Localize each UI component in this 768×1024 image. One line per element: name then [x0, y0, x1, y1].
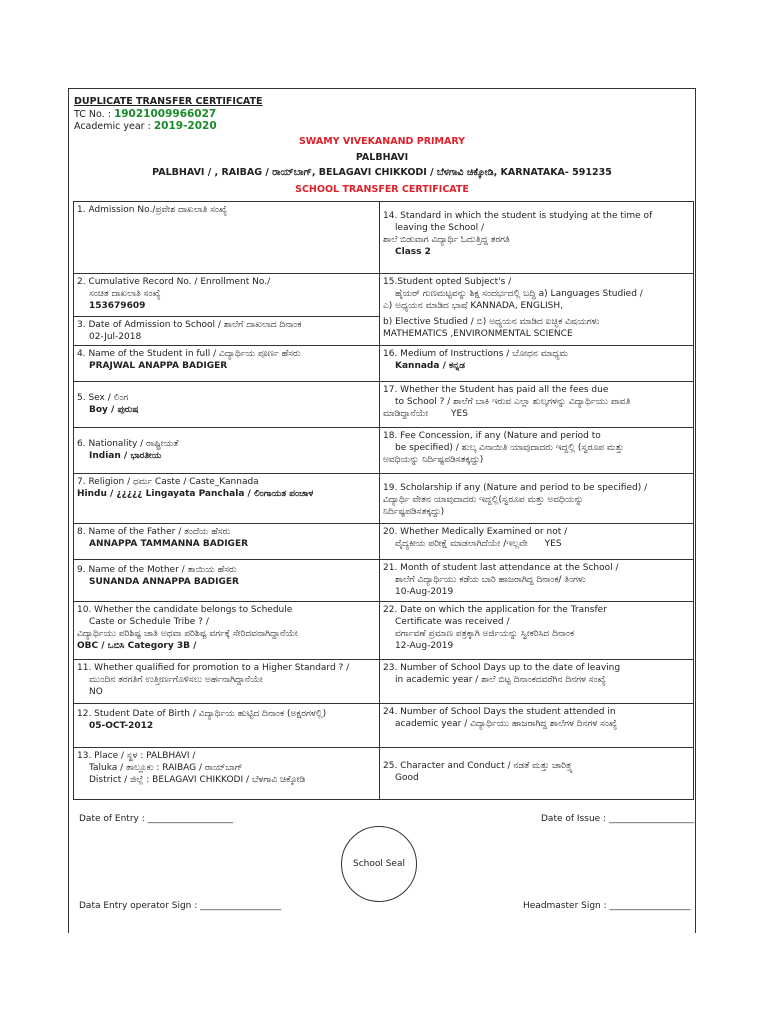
- field-standard: 14. Standard in which the student is studying at the time of leaving the School / ಶಾಲೆ ಬಿಡುವಾಗ ವಿದ್ಯಾರ್ಥಿ ಓದುತ್ತಿದ್ದ ತರಗತಿ Class 2: [380, 202, 694, 274]
- field-promotion: 11. Whether qualified for promotion to a Higher Standard ? / ಮುಂದಿನ ತರಗತಿಗೆ ಉತ್ತೀರ್ಣಗೊಳಿಸಲು ಅರ್ಹನಾಗಿದ್ದಾನೆಯೇ NO: [74, 660, 380, 704]
- caste-category-value: OBC / ಒಬಿಸಿ Category 3B /: [77, 641, 197, 651]
- school-address: PALBHAVI / , RAIBAG / ರಾಯ್‌ಬಾಗ್, BELAGAVI CHIKKODI / ಬೆಳಗಾವಿ ಚಿಕ್ಕೋಡಿ, KARNATAKA- 591235: [152, 167, 612, 178]
- field-fees-paid: 17. Whether the Student has paid all the fees due to School ? / ಶಾಲೆಗೆ ಬಾಕಿ ಇರುವ ಎಲ್ಲಾ ಶುಲ್ಕಗಳನ್ನು ವಿದ್ಯಾರ್ಥಿಯು ಪಾವತಿ ಮಾಡಿದ್ದಾನೆಯೇ YES: [380, 382, 694, 428]
- date-of-entry: Date of Entry : ___________________: [79, 814, 234, 824]
- fees-paid-value: YES: [451, 409, 468, 419]
- medium-value: Kannada / ಕನ್ನಡ: [395, 361, 466, 371]
- field-father-name: 8. Name of the Father / ತಂದೆಯ ಹೆಸರು ANNAPPA TAMMANNA BADIGER: [74, 524, 380, 560]
- field-student-name: 4. Name of the Student in full / ವಿದ್ಯಾರ್ಥಿಯ ಪೂರ್ಣ ಹೆಸರು PRAJWAL ANAPPA BADIGER: [74, 346, 380, 382]
- last-attendance-value: 10-Aug-2019: [395, 587, 454, 597]
- fields-2-3: [74, 274, 380, 346]
- field-date-of-birth: 12. Student Date of Birth / ವಿದ್ಯಾರ್ಥಿಯ ಹುಟ್ಟಿದ ದಿನಾಂಕ (ಅಕ್ಷರಗಳಲ್ಲಿ) 05-OCT-2012: [74, 704, 380, 748]
- elective-value: MATHEMATICS ,ENVIRONMENTAL SCIENCE: [383, 329, 573, 339]
- field-admission-date: 3. Date of Admission to School / ಶಾಲೆಗೆ ದಾಖಲಾದ ದಿನಾಂಕ 02-Jul-2018: [74, 317, 379, 345]
- field-days-attended: 24. Number of School Days the student attended in academic year / ವಿದ್ಯಾರ್ಥಿಯು ಹಾಜರಾಗಿದ್ದ ಶಾಲೆಗಳ ದಿನಗಳ ಸಂಖ್ಯೆ: [380, 704, 694, 748]
- nationality-value: Indian / ಭಾರತೀಯ: [89, 451, 162, 461]
- tc-label: TC No. :: [74, 109, 111, 120]
- headmaster-sign: Headmaster Sign : __________________: [523, 901, 691, 911]
- field-religion: 7. Religion / ಧರ್ಮ Caste / Caste_Kannada Hindu / ¿¿¿¿¿ Lingayata Panchala / ಲಿಂಗಾಯತ ಪಂಚಾಳ: [74, 474, 380, 524]
- field-caste-category: 10. Whether the candidate belongs to Schedule Caste or Schedule Tribe ? / ವಿದ್ಯಾರ್ಥಿಯು ಪರಿಶಿಷ್ಟ ಜಾತಿ ಅಥವಾ ಪರಿಶಿಷ್ಟ ವರ್ಗಕ್ಕೆ ಸೇರಿದವನಾಗಿದ್ದಾನೆಯೇ OBC / ಒಬಿಸಿ Category 3B /: [74, 602, 380, 660]
- promotion-value: NO: [89, 687, 103, 697]
- medical-value: YES: [544, 539, 562, 549]
- religion-value: Hindu / ¿¿¿¿¿ Lingayata Panchala / ಲಿಂಗಾಯತ ಪಂಚಾಳ: [77, 489, 314, 499]
- field-medical: 20. Whether Medically Examined or not / ವೈದ್ಯಕೀಯ ಪರೀಕ್ಷೆ ಮಾಡಲಾಗಿದೆಯೇ /ಇಲ್ಲವೇ YES: [380, 524, 694, 560]
- mother-name-value: SUNANDA ANNAPPA BADIGER: [89, 577, 239, 587]
- field-admission-no: 1. Admission No./ಪ್ರವೇಶ ದಾಖಲಾತಿ ಸಂಖ್ಯೆ: [74, 202, 380, 274]
- field-fee-concession: 18. Fee Concession, if any (Nature and period to be specified) / ಶುಲ್ಕ ವಿನಾಯಿತಿ ಯಾವುದಾದರು ಇದ್ದಲ್ಲಿ (ಸ್ವರೂಪ ಮತ್ತು ಅವಧಿಯನ್ನು ನಿರ್ದಿಷ್ಟಪಡಿಸತಕ್ಕದ್ದು): [380, 428, 694, 474]
- field-subjects: 15.Student opted Subject's / ಹೈಯರ್ ಗುಣಮಟ್ಟವನ್ನು ಶಿಕ್ಷ ಸಂದರ್ಭದಲ್ಲಿ ಬದ್ಧಿ a) Languages Studied / ಎ) ಅಧ್ಯಯನ ಮಾಡಿದ ಭಾಷೆ KANNADA, ENGLISH, b) Elective Studied / ಬಿ) ಅಧ್ಯಯನ ಮಾಡಿದ ಐಚ್ಛಿಕ ವಿಷಯಗಳು MATHEMATICS ,ENVIRONMENTAL SCIENCE: [380, 274, 694, 346]
- field-sex: 5. Sex / ಲಿಂಗ Boy / ಪುರುಷ: [74, 382, 380, 428]
- school-village: PALBHAVI: [355, 152, 409, 163]
- field-school-days: 23. Number of School Days up to the date of leaving in academic year / ಶಾಲೆ ಬಿಟ್ಟ ದಿನಾಂಕದವರೆಗಿನ ದಿನಗಳ ಸಂಖ್ಯೆ: [380, 660, 694, 704]
- student-name-value: PRAJWAL ANAPPA BADIGER: [89, 361, 228, 371]
- academic-year-line: [74, 120, 217, 133]
- academic-year-label: Academic year :: [74, 121, 151, 132]
- field-cumulative-record: 2. Cumulative Record No. / Enrollment No./ ಸಂಚಿತ ದಾಖಲಾತಿ ಸಂಖ್ಯೆ 153679609: [74, 274, 379, 317]
- school-name: SWAMY VIVEKANAND PRIMARY: [298, 136, 466, 147]
- duplicate-title: DUPLICATE TRANSFER CERTIFICATE: [74, 96, 263, 107]
- date-of-birth-value: 05-OCT-2012: [89, 721, 154, 731]
- application-date-value: 12-Aug-2019: [395, 641, 454, 651]
- field-character: 25. Character and Conduct / ನಡತೆ ಮತ್ತು ಚಾರಿತ್ರ್ಯ Good: [380, 748, 694, 800]
- certificate-table: [73, 201, 694, 800]
- field-place: 13. Place / ಸ್ಥಳ : PALBHAVI / Taluka / ತಾಲ್ಲೂಕು : RAIBAG / ರಾಯ್‌ಬಾಗ್ District / ಜಿಲ್ಲೆ : BELAGAVI CHIKKODI / ಬೆಳಗಾವಿ ಚಿಕ್ಕೋಡಿ: [74, 748, 380, 800]
- character-value: Good: [395, 773, 419, 783]
- father-name-value: ANNAPPA TAMMANNA BADIGER: [89, 539, 249, 549]
- field-nationality: 6. Nationality / ರಾಷ್ಟ್ರೀಯತೆ Indian / ಭಾರತೀಯ: [74, 428, 380, 474]
- field-last-attendance: 21. Month of student last attendance at the School / ಶಾಲೆಗೆ ವಿದ್ಯಾರ್ಥಿಯು ಕಡೆಯ ಬಾರಿ ಹಾಜರಾಗಿದ್ದ ದಿನಾಂಕ/ ತಿಂಗಳು 10-Aug-2019: [380, 560, 694, 602]
- field-application-date: 22. Date on which the application for the Transfer Certificate was received / ವರ್ಗಾವಣೆ ಪ್ರಮಾಣ ಪತ್ರಕ್ಕಾಗಿ ಅರ್ಜಿಯನ್ನು ಸ್ವೀಕರಿಸಿದ ದಿನಾಂಕ 12-Aug-2019: [380, 602, 694, 660]
- tc-number: 19021009966027: [113, 108, 217, 120]
- standard-value: Class 2: [395, 247, 431, 257]
- field-medium: 16. Medium of Instructions / ಬೋಧನ ಮಾಧ್ಯಮ Kannada / ಕನ್ನಡ: [380, 346, 694, 382]
- field-scholarship: 19. Scholarship if any (Nature and period to be specified) / ವಿದ್ಯಾರ್ಥಿ ವೇತನ ಯಾವುದಾದರು ಇದ್ದಲ್ಲಿ(ಸ್ವರೂಪ ಮತ್ತು ಅವಧಿಯನ್ನು ನಿರ್ದಿಷ್ಟಪಡಿಸತಕ್ಕದ್ದು): [380, 474, 694, 524]
- sex-value: Boy / ಪುರುಷ: [89, 405, 139, 415]
- academic-year: 2019-2020: [153, 120, 217, 132]
- school-seal: School Seal: [341, 826, 417, 902]
- operator-sign: Data Entry operator Sign : __________________: [79, 901, 282, 911]
- certificate-title: SCHOOL TRANSFER CERTIFICATE: [295, 184, 469, 195]
- date-of-issue: Date of Issue : ___________________: [541, 814, 695, 824]
- field-mother-name: 9. Name of the Mother / ತಾಯಿಯ ಹೆಸರು SUNANDA ANNAPPA BADIGER: [74, 560, 380, 602]
- admission-date-value: 02-Jul-2018: [89, 332, 142, 342]
- enrollment-value: 153679609: [89, 301, 146, 311]
